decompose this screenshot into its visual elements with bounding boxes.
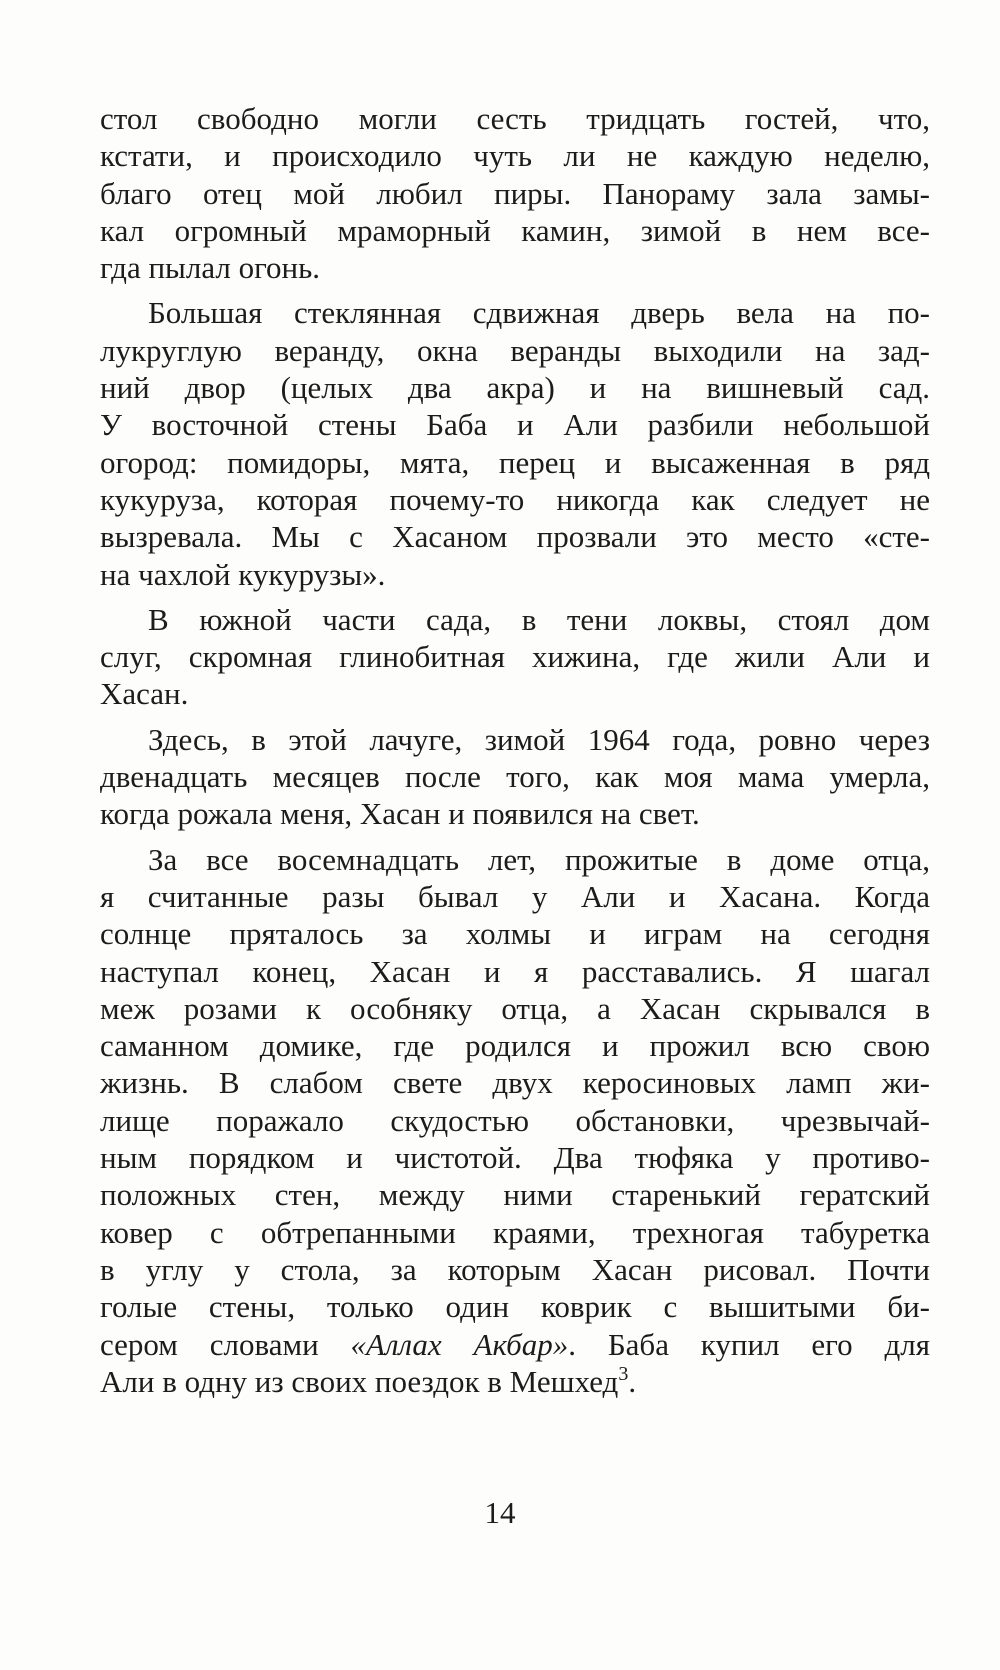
page-number: 14 bbox=[484, 1495, 516, 1530]
text-line: У восточной стены Баба и Али разбили небольшой bbox=[100, 407, 930, 443]
text-line: кстати, и происходило чуть ли не каждую неделю, bbox=[100, 138, 930, 174]
text-line: огород: помидоры, мята, перец и высаженная в ряд bbox=[100, 444, 930, 480]
text-line: кукуруза, которая почему-то никогда как следует не bbox=[100, 481, 930, 517]
text-line: положных стен, между ними старенький гератский bbox=[100, 1177, 930, 1213]
text-line: голые стены, только один коврик с вышитыми би- bbox=[100, 1289, 930, 1325]
text-fragment: . Баба купил его для bbox=[568, 1326, 930, 1362]
text-line: меж розами к особняку отца, а Хасан скрывался в bbox=[100, 990, 930, 1026]
text-line-with-italic bbox=[100, 1326, 930, 1363]
text-line: Хасан. bbox=[100, 676, 189, 712]
text-line: Здесь, в этой лачуге, зимой 1964 года, ровно через bbox=[148, 721, 930, 757]
text-line: наступал конец, Хасан и я расставались. Я шагал bbox=[100, 953, 930, 989]
text-line: ным порядком и чистотой. Два тюфяка у противо- bbox=[100, 1140, 930, 1176]
text-line: двенадцать месяцев после того, как моя мама умерла, bbox=[100, 759, 930, 795]
paragraph-5 bbox=[100, 841, 930, 1400]
text-line: кал огромный мраморный камин, зимой в нем все- bbox=[100, 212, 930, 248]
text-line: стол свободно могли сесть тридцать гостей, что, bbox=[100, 101, 930, 136]
text-line: на чахлой кукурузы». bbox=[100, 556, 386, 592]
paragraph-3 bbox=[100, 601, 930, 713]
footnote-marker: 3 bbox=[618, 1362, 629, 1385]
text-line: когда рожала меня, Хасан и появился на свет. bbox=[100, 796, 700, 832]
text-line: Большая стеклянная сдвижная дверь вела на по- bbox=[148, 295, 930, 331]
text-fragment: сером словами bbox=[100, 1326, 351, 1362]
text-line: жизнь. В слабом свете двух керосиновых ламп жи- bbox=[100, 1065, 930, 1101]
text-line: гда пылал огонь. bbox=[100, 250, 321, 286]
text-line: За все восемнадцать лет, прожитые в доме отца, bbox=[148, 841, 930, 877]
text-line: благо отец мой любил пиры. Панораму зала замы- bbox=[100, 175, 930, 211]
text-line: саманном домике, где родился и прожил всю свою bbox=[100, 1028, 930, 1064]
paragraph-4 bbox=[100, 721, 930, 833]
text-line: слуг, скромная глинобитная хижина, где жили Али и bbox=[100, 639, 930, 675]
text-line: вызревала. Мы с Хасаном прозвали это место «сте- bbox=[100, 519, 930, 555]
text-line: лище поражало скудостью обстановки, чрезвычай- bbox=[100, 1102, 930, 1138]
text-line: лукруглую веранду, окна веранды выходили на зад- bbox=[100, 332, 930, 368]
text-line-with-footnote bbox=[100, 1363, 930, 1400]
text-fragment: . bbox=[628, 1363, 637, 1399]
text-line: В южной части сада, в тени локвы, стоял дом bbox=[148, 601, 930, 637]
text-line: в углу у стола, за которым Хасан рисовал. Почти bbox=[100, 1251, 930, 1287]
text-line: ковер с обтрепанными краями, трехногая табуретка bbox=[100, 1214, 930, 1250]
text-line: я считанные разы бывал у Али и Хасана. Когда bbox=[100, 878, 930, 914]
text-line: солнце пряталось за холмы и играм на сегодня bbox=[100, 916, 930, 952]
paragraph-2 bbox=[100, 294, 930, 592]
page-body bbox=[100, 100, 930, 1408]
text-line: ний двор (целых два акра) и на вишневый сад. bbox=[100, 370, 930, 406]
paragraph-1 bbox=[100, 100, 930, 286]
text-fragment: Али в одну из своих поездок в Мешхед bbox=[100, 1363, 619, 1399]
italic-phrase: «Аллах Акбар» bbox=[350, 1326, 569, 1362]
